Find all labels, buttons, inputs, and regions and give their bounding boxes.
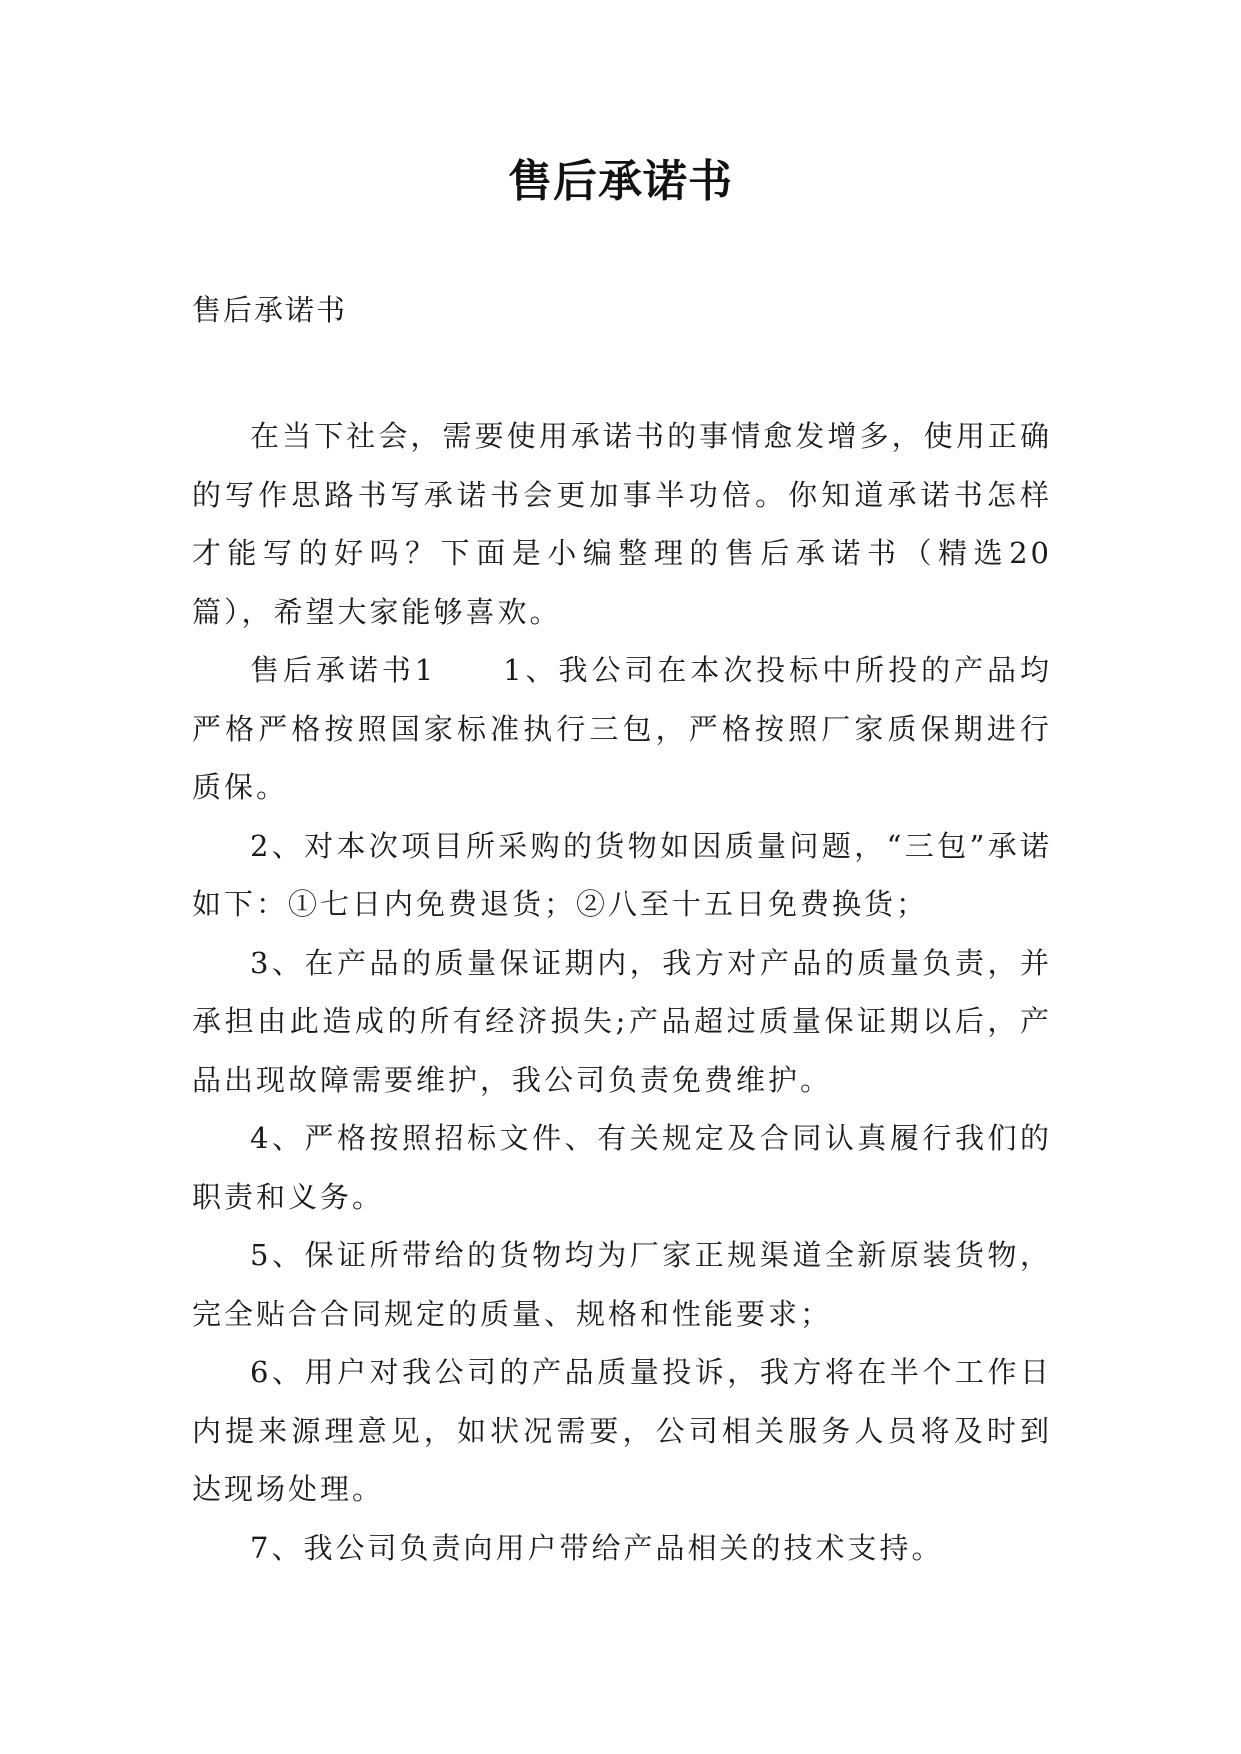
- commitment-paragraph-3: 3、在产品的质量保证期内，我方对产品的质量负责，并承担由此造成的所有经济损失;产品超过质量保证期以后，产品出现故障需要维护，我公司负责免费维护。: [192, 945, 1052, 1097]
- commitment-paragraph-2: 2、对本次项目所采购的货物如因质量问题，“三包”承诺如下：①七日内免费退货；②八至十五日免费换货；: [192, 828, 1052, 921]
- commitment-paragraph-7: 7、我公司负责向用户带给产品相关的技术支持。: [250, 1530, 944, 1565]
- document-body: [192, 407, 1052, 1577]
- commitment-paragraph-5: 5、保证所带给的货物均为厂家正规渠道全新原装货物，完全贴合合同规定的质量、规格和性能要求；: [192, 1238, 1052, 1331]
- commitment-paragraph-1: 售后承诺书1 1、我公司在本次投标中所投的产品均严格严格按照国家标准执行三包，严格按照厂家质保期进行质保。: [192, 653, 1052, 804]
- commitment-paragraph-6: 6、用户对我公司的产品质量投诉，我方将在半个工作日内提来源理意见，如状况需要，公司相关服务人员将及时到达现场处理。: [192, 1355, 1052, 1506]
- document-subtitle: 售后承诺书: [192, 293, 348, 327]
- intro-paragraph: 在当下社会，需要使用承诺书的事情愈发增多，使用正确的写作思路书写承诺书会更加事半功倍。你知道承诺书怎样才能写的好吗？下面是小编整理的售后承诺书（精选20篇），希望大家能够喜欢。: [192, 419, 1052, 629]
- document-title: 售后承诺书: [508, 156, 733, 207]
- commitment-paragraph-4: 4、严格按照招标文件、有关规定及合同认真履行我们的职责和义务。: [192, 1121, 1052, 1214]
